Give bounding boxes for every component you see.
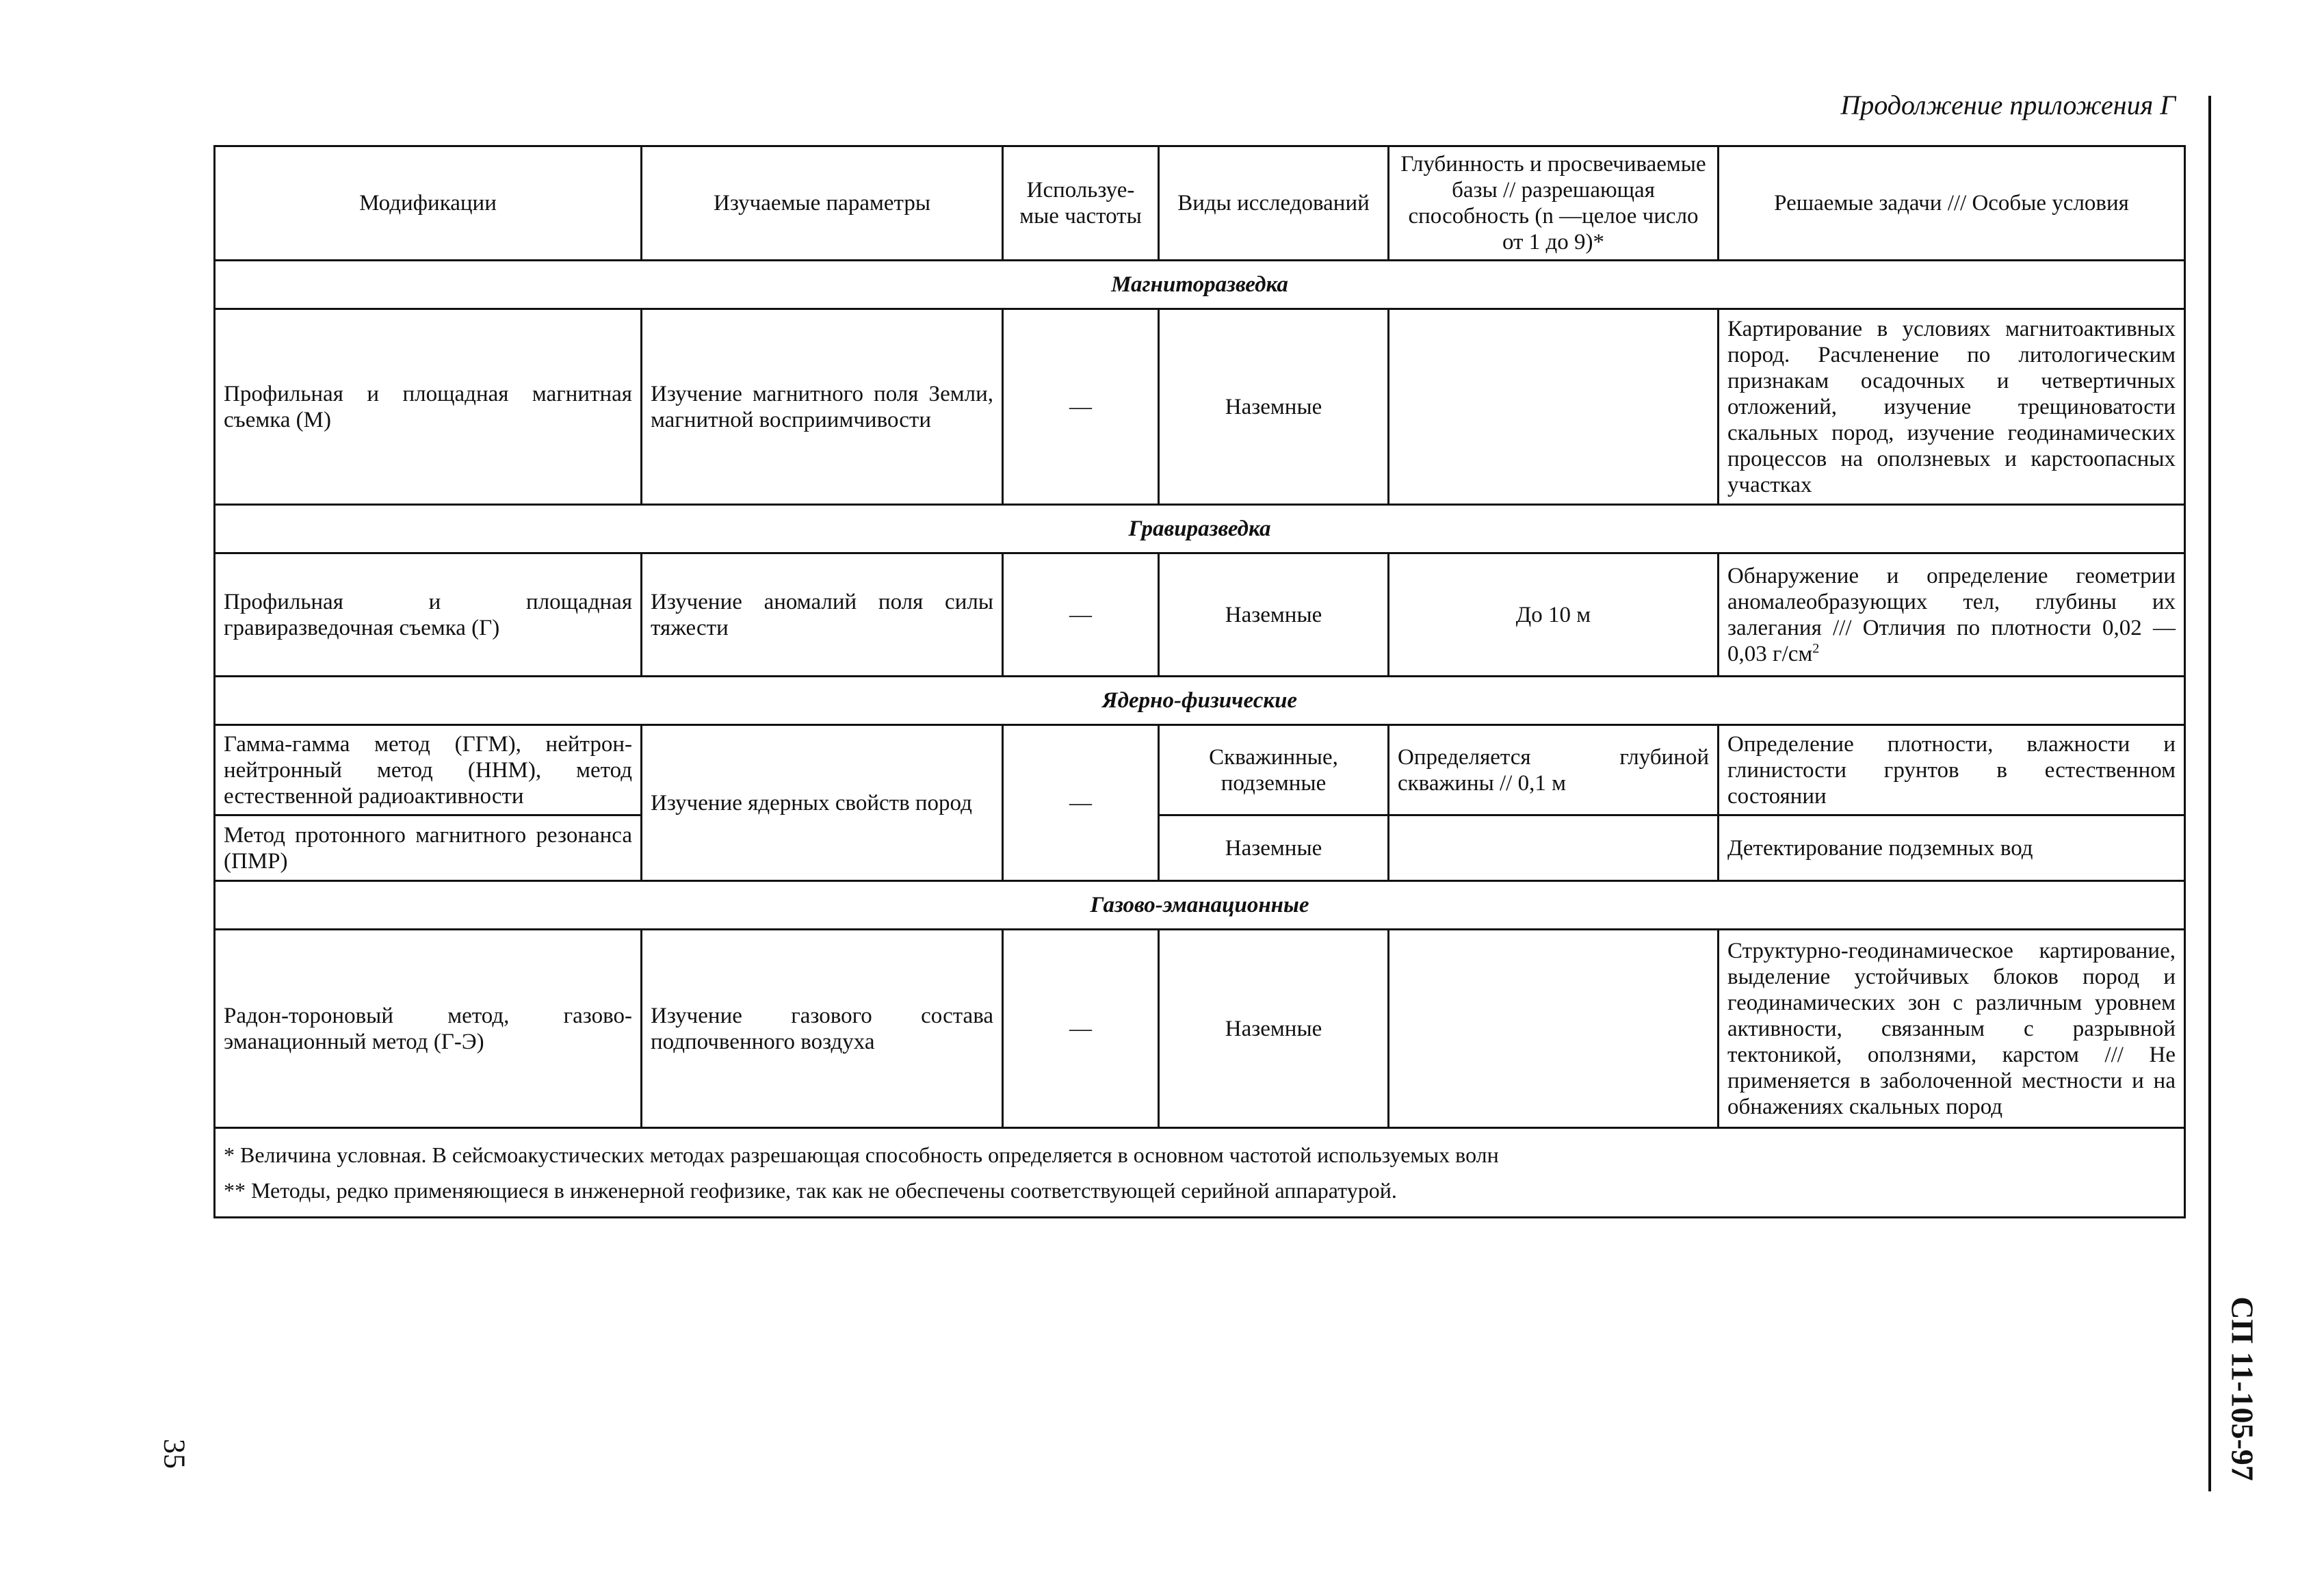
cell-frequencies: — bbox=[1003, 725, 1159, 881]
footnote: ** Методы, редко применяющиеся в инженерной геофизике, так как не обеспечены соответствующей серийной аппаратурой. bbox=[224, 1178, 1397, 1203]
cell-modification: Профильная и площадная магнитная съемка (М) bbox=[215, 309, 642, 505]
continuation-caption: Продолжение приложения Г bbox=[1840, 90, 2176, 120]
document-code-text: СП 11-105-97 bbox=[2225, 1296, 2260, 1481]
table-row bbox=[215, 725, 2185, 815]
table-row bbox=[215, 553, 2185, 677]
cell-survey-type: Наземные bbox=[1159, 553, 1389, 677]
header-modifications: Модификации bbox=[215, 146, 642, 261]
header-frequencies: Используе-мые частоты bbox=[1003, 146, 1159, 261]
section-row bbox=[215, 505, 2185, 553]
header-parameters: Изучаемые параметры bbox=[642, 146, 1003, 261]
cell-tasks: Определение плотности, влажности и глинистости грунтов в естественном состоянии bbox=[1719, 725, 2185, 815]
cell-parameters: Изучение ядерных свойств пород bbox=[642, 725, 1003, 881]
cell-parameters: Изучение газового состава подпочвенного воздуха bbox=[642, 930, 1003, 1128]
section-title-gas: Газово-эманационные bbox=[215, 881, 2185, 930]
cell-modification: Метод протонного магнитного резонанса (ПМР) bbox=[215, 815, 642, 881]
footnote: * Величина условная. В сейсмоакустических методах разрешающая способность определяется в основном частотой используемых волн bbox=[224, 1142, 1499, 1167]
cell-survey-type: Наземные bbox=[1159, 930, 1389, 1128]
section-row bbox=[215, 261, 2185, 309]
cell-depth: До 10 м bbox=[1389, 553, 1719, 677]
cell-frequencies: — bbox=[1003, 309, 1159, 505]
section-row bbox=[215, 881, 2185, 930]
cell-depth bbox=[1389, 309, 1719, 505]
cell-parameters: Изучение магнитного поля Земли, магнитной восприимчивости bbox=[642, 309, 1003, 505]
cell-tasks bbox=[1719, 553, 2185, 677]
header-row bbox=[215, 146, 2185, 261]
margin-rule bbox=[2208, 96, 2211, 1491]
section-row bbox=[215, 677, 2185, 725]
section-title-gravity: Гравиразведка bbox=[215, 505, 2185, 553]
table-row bbox=[215, 930, 2185, 1128]
cell-tasks: Картирование в условиях магнитоактивных пород. Расчленение по литологическим признакам осадочных и четвертичных отложений, изучение трещиноватости скальных пород, изучение геодинамических процессов на оползневых и карстоопасных участках bbox=[1719, 309, 2185, 505]
cell-survey-type: Наземные bbox=[1159, 815, 1389, 881]
document-code bbox=[2222, 1290, 2263, 1488]
cell-modification: Радон-тороновый метод, газово-эманационный метод (Г-Э) bbox=[215, 930, 642, 1128]
section-title-magnetic: Магниторазведка bbox=[215, 261, 2185, 309]
superscript: 2 bbox=[1812, 640, 1820, 656]
cell-depth bbox=[1389, 815, 1719, 881]
cell-frequencies: — bbox=[1003, 930, 1159, 1128]
methods-table bbox=[213, 145, 2186, 1218]
cell-depth bbox=[1389, 930, 1719, 1128]
header-depth: Глубинность и просвечиваемые базы // разрешающая способность (n —целое число от 1 до 9)* bbox=[1389, 146, 1719, 261]
cell-survey-type: Скважинные, подземные bbox=[1159, 725, 1389, 815]
header-survey-types: Виды исследований bbox=[1159, 146, 1389, 261]
table-row bbox=[215, 815, 2185, 881]
cell-survey-type: Наземные bbox=[1159, 309, 1389, 505]
cell-parameters: Изучение аномалий поля силы тяжести bbox=[642, 553, 1003, 677]
notes-row bbox=[215, 1128, 2185, 1218]
page-number bbox=[154, 1426, 195, 1481]
table-row bbox=[215, 309, 2185, 505]
page-number-text: 35 bbox=[157, 1439, 192, 1469]
cell-modification: Профильная и площадная гравиразведочная съемка (Г) bbox=[215, 553, 642, 677]
header-tasks: Решаемые задачи /// Особые условия bbox=[1719, 146, 2185, 261]
section-title-nuclear: Ядерно-физические bbox=[215, 677, 2185, 725]
cell-tasks-text: Обнаружение и определение геометрии аномалеобразующих тел, глубины их залегания /// Отличия по плотности 0,02 — 0,03 г/см bbox=[1727, 563, 2176, 666]
cell-tasks: Детектирование подземных вод bbox=[1719, 815, 2185, 881]
cell-frequencies: — bbox=[1003, 553, 1159, 677]
cell-modification: Гамма-гамма метод (ГГМ), нейтрон-нейтронный метод (ННМ), метод естественной радиоактивности bbox=[215, 725, 642, 815]
cell-depth: Определяется глубиной скважины // 0,1 м bbox=[1389, 725, 1719, 815]
cell-tasks: Структурно-геодинамическое картирование, выделение устойчивых блоков пород и геодинамических зон с различным уровнем активности, связанным с разрывной тектоникой, оползнями, карстом /// Не применяется в заболоченной местности и на обнажениях скальных пород bbox=[1719, 930, 2185, 1128]
footnotes bbox=[215, 1128, 2185, 1218]
